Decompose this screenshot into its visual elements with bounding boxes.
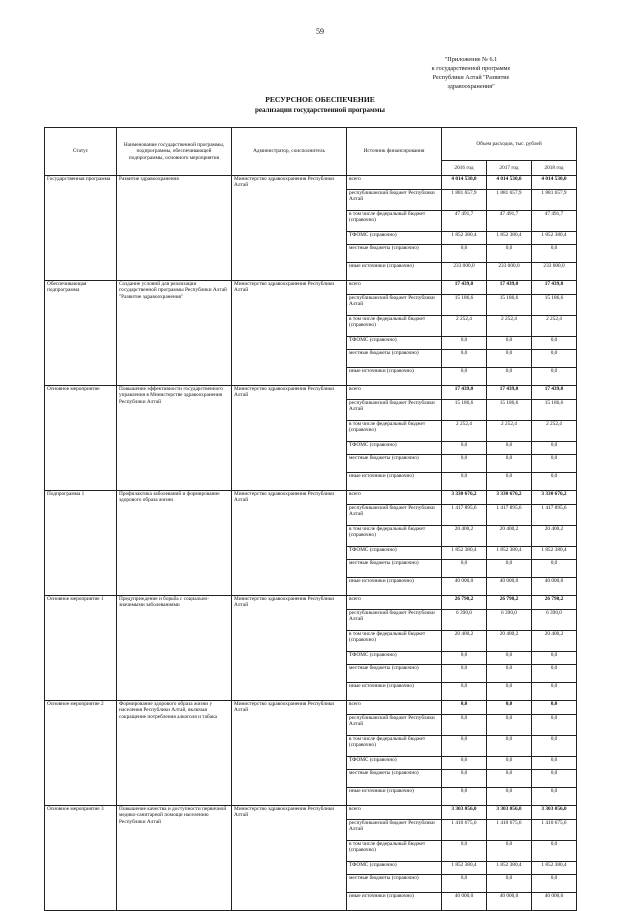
cell-source: в том числе федеральный бюджет (справочно) bbox=[347, 631, 442, 652]
cell-value-2017: 0,0 bbox=[487, 683, 532, 701]
cell-value-2018: 1 881 657,9 bbox=[532, 190, 577, 211]
cell-source: местные бюджеты (справочно) bbox=[347, 560, 442, 578]
cell-value-2017: 20 400,2 bbox=[487, 526, 532, 547]
cell-value-2016: 4 014 530,0 bbox=[442, 176, 487, 190]
cell-source: иные источники (справочно) bbox=[347, 368, 442, 386]
cell-value-2018: 26 790,2 bbox=[532, 596, 577, 610]
cell-value-2016: 0,0 bbox=[442, 701, 487, 715]
header-year-2017: 2017 год bbox=[487, 161, 532, 176]
cell-value-2016: 0,0 bbox=[442, 841, 487, 862]
cell-source: местные бюджеты (справочно) bbox=[347, 455, 442, 473]
header-name: Наименование государственной программы, подпрограммы, обеспечивающей подпрограммы, основного мероприятия bbox=[117, 128, 232, 176]
cell-value-2018: 3 303 056,0 bbox=[532, 806, 577, 820]
cell-value-2016: 2 252,4 bbox=[442, 316, 487, 337]
cell-value-2018: 4 014 530,0 bbox=[532, 176, 577, 190]
cell-source: республиканский бюджет Республики Алтай bbox=[347, 610, 442, 631]
cell-value-2018: 0,0 bbox=[532, 736, 577, 757]
cell-value-2017: 0,0 bbox=[487, 736, 532, 757]
document-title: РЕСУРСНОЕ ОБЕСПЕЧЕНИЕ bbox=[265, 95, 375, 104]
header-status: Статус bbox=[45, 128, 117, 176]
cell-value-2016: 0,0 bbox=[442, 683, 487, 701]
cell-value-2016: 0,0 bbox=[442, 736, 487, 757]
cell-value-2016: 0,0 bbox=[442, 337, 487, 350]
cell-value-2017: 15 186,6 bbox=[487, 295, 532, 316]
cell-value-2016: 0,0 bbox=[442, 368, 487, 386]
cell-status: Обеспечивающая подпрограмма bbox=[45, 281, 117, 386]
cell-value-2018: 0,0 bbox=[532, 770, 577, 788]
cell-value-2018: 15 186,6 bbox=[532, 400, 577, 421]
resource-table bbox=[44, 127, 577, 911]
cell-value-2018: 0,0 bbox=[532, 473, 577, 491]
cell-source: в том числе федеральный бюджет (справочно) bbox=[347, 211, 442, 232]
cell-source: местные бюджеты (справочно) bbox=[347, 665, 442, 683]
cell-value-2016: 0,0 bbox=[442, 350, 487, 368]
cell-admin: Министерство здравоохранения Республики Алтай bbox=[232, 806, 347, 911]
cell-value-2018: 0,0 bbox=[532, 875, 577, 893]
cell-name: Развитие здравоохранения bbox=[117, 176, 232, 281]
document-subtitle: реализации государственной программы bbox=[255, 106, 385, 114]
cell-status: Подпрограмма 1 bbox=[45, 491, 117, 596]
cell-status: Основное мероприятие 1 bbox=[45, 596, 117, 701]
cell-value-2018: 0,0 bbox=[532, 757, 577, 770]
cell-value-2018: 0,0 bbox=[532, 245, 577, 263]
cell-value-2018: 0,0 bbox=[532, 337, 577, 350]
cell-value-2017: 17 439,0 bbox=[487, 386, 532, 400]
cell-value-2016: 47 491,7 bbox=[442, 211, 487, 232]
cell-value-2017: 40 000,0 bbox=[487, 578, 532, 596]
cell-value-2018: 0,0 bbox=[532, 841, 577, 862]
cell-value-2016: 0,0 bbox=[442, 715, 487, 736]
cell-value-2016: 1 852 380,4 bbox=[442, 862, 487, 875]
cell-value-2017: 0,0 bbox=[487, 715, 532, 736]
cell-value-2016: 0,0 bbox=[442, 757, 487, 770]
cell-value-2016: 40 000,0 bbox=[442, 578, 487, 596]
cell-value-2016: 0,0 bbox=[442, 875, 487, 893]
table-row bbox=[45, 176, 577, 190]
cell-source: республиканский бюджет Республики Алтай bbox=[347, 505, 442, 526]
cell-value-2016: 17 439,0 bbox=[442, 386, 487, 400]
cell-source: иные источники (справочно) bbox=[347, 263, 442, 281]
cell-value-2016: 1 852 380,4 bbox=[442, 232, 487, 245]
cell-value-2018: 15 186,6 bbox=[532, 295, 577, 316]
cell-source: республиканский бюджет Республики Алтай bbox=[347, 400, 442, 421]
cell-value-2018: 20 400,2 bbox=[532, 526, 577, 547]
cell-source: местные бюджеты (справочно) bbox=[347, 875, 442, 893]
cell-value-2017: 233 000,0 bbox=[487, 263, 532, 281]
cell-source: в том числе федеральный бюджет (справочно) bbox=[347, 526, 442, 547]
cell-name: Создание условий для реализации государственной программы Республики Алтай "Развитие здравоохранения" bbox=[117, 281, 232, 386]
cell-value-2017: 0,0 bbox=[487, 665, 532, 683]
header-admin: Администратор, соисполнитель bbox=[232, 128, 347, 176]
cell-value-2018: 40 000,0 bbox=[532, 893, 577, 911]
cell-source: в том числе федеральный бюджет (справочно) bbox=[347, 736, 442, 757]
table-row bbox=[45, 806, 577, 820]
cell-value-2017: 6 390,0 bbox=[487, 610, 532, 631]
cell-value-2017: 26 790,2 bbox=[487, 596, 532, 610]
cell-status: Основное мероприятие bbox=[45, 386, 117, 491]
cell-value-2017: 0,0 bbox=[487, 337, 532, 350]
cell-source: ТФОМС (справочно) bbox=[347, 232, 442, 245]
cell-value-2018: 0,0 bbox=[532, 683, 577, 701]
appendix-note bbox=[396, 55, 546, 91]
cell-value-2016: 6 390,0 bbox=[442, 610, 487, 631]
cell-value-2016: 26 790,2 bbox=[442, 596, 487, 610]
cell-source: в том числе федеральный бюджет (справочно) bbox=[347, 316, 442, 337]
page-number: 59 bbox=[316, 27, 324, 36]
cell-source: ТФОМС (справочно) bbox=[347, 547, 442, 560]
cell-source: иные источники (справочно) bbox=[347, 473, 442, 491]
cell-value-2016: 3 330 676,2 bbox=[442, 491, 487, 505]
cell-value-2017: 17 439,0 bbox=[487, 281, 532, 295]
table-row bbox=[45, 596, 577, 610]
appendix-line: Республики Алтай "Развитие bbox=[432, 74, 510, 81]
cell-value-2018: 40 000,0 bbox=[532, 578, 577, 596]
header-year-2016: 2016 год bbox=[442, 161, 487, 176]
cell-source: местные бюджеты (справочно) bbox=[347, 245, 442, 263]
cell-value-2018: 0,0 bbox=[532, 665, 577, 683]
cell-value-2017: 1 881 657,9 bbox=[487, 190, 532, 211]
cell-source: всего bbox=[347, 281, 442, 295]
cell-source: всего bbox=[347, 176, 442, 190]
cell-value-2018: 1 417 895,6 bbox=[532, 505, 577, 526]
cell-source: ТФОМС (справочно) bbox=[347, 862, 442, 875]
cell-name: Повышение качества и доступности первичной медико-санитарной помощи населению Республики Алтай bbox=[117, 806, 232, 911]
cell-source: в том числе федеральный бюджет (справочно) bbox=[347, 421, 442, 442]
cell-value-2016: 0,0 bbox=[442, 560, 487, 578]
cell-source: республиканский бюджет Республики Алтай bbox=[347, 190, 442, 211]
cell-value-2017: 0,0 bbox=[487, 350, 532, 368]
cell-value-2018: 0,0 bbox=[532, 652, 577, 665]
cell-value-2017: 1 417 895,6 bbox=[487, 505, 532, 526]
cell-value-2017: 0,0 bbox=[487, 473, 532, 491]
cell-value-2016: 1 417 895,6 bbox=[442, 505, 487, 526]
cell-admin: Министерство здравоохранения Республики Алтай bbox=[232, 176, 347, 281]
cell-value-2018: 233 000,0 bbox=[532, 263, 577, 281]
header-year-2018: 2018 год bbox=[532, 161, 577, 176]
cell-status: Основное мероприятие 3 bbox=[45, 806, 117, 911]
cell-value-2018: 3 330 676,2 bbox=[532, 491, 577, 505]
cell-source: всего bbox=[347, 491, 442, 505]
cell-value-2017: 0,0 bbox=[487, 875, 532, 893]
cell-source: ТФОМС (справочно) bbox=[347, 757, 442, 770]
cell-source: республиканский бюджет Республики Алтай bbox=[347, 715, 442, 736]
cell-value-2016: 20 400,2 bbox=[442, 526, 487, 547]
cell-value-2016: 3 303 056,0 bbox=[442, 806, 487, 820]
cell-value-2017: 3 330 676,2 bbox=[487, 491, 532, 505]
cell-name: Профилактика заболеваний и формирование здорового образа жизни bbox=[117, 491, 232, 596]
cell-value-2018: 1 852 380,4 bbox=[532, 862, 577, 875]
cell-value-2016: 40 000,0 bbox=[442, 893, 487, 911]
cell-source: всего bbox=[347, 596, 442, 610]
cell-value-2017: 0,0 bbox=[487, 560, 532, 578]
cell-source: всего bbox=[347, 701, 442, 715]
cell-value-2016: 0,0 bbox=[442, 665, 487, 683]
cell-value-2017: 47 491,7 bbox=[487, 211, 532, 232]
cell-value-2016: 0,0 bbox=[442, 245, 487, 263]
cell-value-2016: 1 852 380,4 bbox=[442, 547, 487, 560]
cell-value-2017: 0,0 bbox=[487, 770, 532, 788]
cell-source: местные бюджеты (справочно) bbox=[347, 770, 442, 788]
cell-source: ТФОМС (справочно) bbox=[347, 337, 442, 350]
cell-value-2017: 0,0 bbox=[487, 788, 532, 806]
cell-admin: Министерство здравоохранения Республики Алтай bbox=[232, 386, 347, 491]
cell-value-2017: 0,0 bbox=[487, 442, 532, 455]
cell-value-2016: 0,0 bbox=[442, 442, 487, 455]
cell-value-2017: 15 186,6 bbox=[487, 400, 532, 421]
cell-value-2017: 0,0 bbox=[487, 368, 532, 386]
cell-value-2017: 3 303 056,0 bbox=[487, 806, 532, 820]
cell-source: иные источники (справочно) bbox=[347, 683, 442, 701]
cell-value-2016: 0,0 bbox=[442, 770, 487, 788]
appendix-line: к государственной программе bbox=[431, 65, 511, 72]
cell-value-2016: 20 400,2 bbox=[442, 631, 487, 652]
cell-value-2017: 40 000,0 bbox=[487, 893, 532, 911]
cell-value-2017: 0,0 bbox=[487, 841, 532, 862]
cell-value-2018: 17 439,0 bbox=[532, 281, 577, 295]
cell-value-2016: 0,0 bbox=[442, 788, 487, 806]
table-body bbox=[45, 176, 577, 911]
cell-value-2018: 0,0 bbox=[532, 368, 577, 386]
cell-value-2017: 1 410 675,6 bbox=[487, 820, 532, 841]
cell-value-2017: 1 852 380,4 bbox=[487, 547, 532, 560]
cell-source: республиканский бюджет Республики Алтай bbox=[347, 820, 442, 841]
cell-source: в том числе федеральный бюджет (справочно) bbox=[347, 841, 442, 862]
cell-admin: Министерство здравоохранения Республики Алтай bbox=[232, 491, 347, 596]
cell-value-2017: 1 852 380,4 bbox=[487, 862, 532, 875]
appendix-line: "Приложение № 6.1 bbox=[444, 56, 498, 63]
cell-source: местные бюджеты (справочно) bbox=[347, 350, 442, 368]
cell-value-2017: 0,0 bbox=[487, 701, 532, 715]
cell-value-2018: 0,0 bbox=[532, 715, 577, 736]
cell-value-2018: 1 410 675,6 bbox=[532, 820, 577, 841]
table-row bbox=[45, 386, 577, 400]
cell-value-2018: 2 252,4 bbox=[532, 316, 577, 337]
cell-value-2017: 1 852 380,4 bbox=[487, 232, 532, 245]
table-row bbox=[45, 281, 577, 295]
cell-value-2017: 0,0 bbox=[487, 652, 532, 665]
cell-source: иные источники (справочно) bbox=[347, 578, 442, 596]
cell-source: иные источники (справочно) bbox=[347, 788, 442, 806]
cell-value-2018: 17 439,0 bbox=[532, 386, 577, 400]
cell-value-2016: 1 410 675,6 bbox=[442, 820, 487, 841]
cell-source: ТФОМС (справочно) bbox=[347, 652, 442, 665]
cell-value-2017: 4 014 530,0 bbox=[487, 176, 532, 190]
cell-status: Основное мероприятие 2 bbox=[45, 701, 117, 806]
cell-value-2017: 0,0 bbox=[487, 245, 532, 263]
cell-value-2017: 0,0 bbox=[487, 455, 532, 473]
cell-admin: Министерство здравоохранения Республики Алтай bbox=[232, 281, 347, 386]
cell-value-2017: 0,0 bbox=[487, 757, 532, 770]
cell-source: всего bbox=[347, 386, 442, 400]
cell-source: всего bbox=[347, 806, 442, 820]
cell-source: иные источники (справочно) bbox=[347, 893, 442, 911]
cell-value-2018: 0,0 bbox=[532, 350, 577, 368]
cell-value-2018: 1 852 380,4 bbox=[532, 547, 577, 560]
cell-value-2018: 6 390,0 bbox=[532, 610, 577, 631]
header-source: Источник финансирования bbox=[347, 128, 442, 176]
cell-value-2016: 0,0 bbox=[442, 473, 487, 491]
cell-value-2018: 0,0 bbox=[532, 442, 577, 455]
table-row bbox=[45, 701, 577, 715]
cell-status: Государственная программа bbox=[45, 176, 117, 281]
cell-value-2016: 17 439,0 bbox=[442, 281, 487, 295]
cell-value-2016: 1 881 657,9 bbox=[442, 190, 487, 211]
cell-value-2018: 0,0 bbox=[532, 788, 577, 806]
header-volume: Объем расходов, тыс. рублей bbox=[442, 128, 577, 161]
cell-value-2018: 0,0 bbox=[532, 560, 577, 578]
cell-source: ТФОМС (справочно) bbox=[347, 442, 442, 455]
cell-source: республиканский бюджет Республики Алтай bbox=[347, 295, 442, 316]
cell-value-2017: 20 400,2 bbox=[487, 631, 532, 652]
cell-value-2016: 0,0 bbox=[442, 455, 487, 473]
cell-value-2018: 47 491,7 bbox=[532, 211, 577, 232]
cell-admin: Министерство здравоохранения Республики Алтай bbox=[232, 596, 347, 701]
cell-value-2016: 15 186,6 bbox=[442, 400, 487, 421]
cell-value-2018: 20 400,2 bbox=[532, 631, 577, 652]
cell-admin: Министерство здравоохранения Республики Алтай bbox=[232, 701, 347, 806]
table-row bbox=[45, 491, 577, 505]
cell-value-2018: 2 252,4 bbox=[532, 421, 577, 442]
cell-value-2016: 233 000,0 bbox=[442, 263, 487, 281]
cell-value-2018: 0,0 bbox=[532, 701, 577, 715]
cell-value-2017: 2 252,4 bbox=[487, 316, 532, 337]
appendix-line: здравоохранения" bbox=[447, 83, 495, 90]
cell-name: Предупреждение и борьба с социально-значимыми заболеваниями bbox=[117, 596, 232, 701]
cell-name: Формирование здорового образа жизни у населения Республики Алтай, включая сокращение потребления алкоголя и табака bbox=[117, 701, 232, 806]
cell-name: Повышение эффективности государственного управления в Министерстве здравоохранения Республики Алтай bbox=[117, 386, 232, 491]
cell-value-2017: 2 252,4 bbox=[487, 421, 532, 442]
cell-value-2016: 0,0 bbox=[442, 652, 487, 665]
cell-value-2018: 0,0 bbox=[532, 455, 577, 473]
cell-value-2016: 2 252,4 bbox=[442, 421, 487, 442]
cell-value-2018: 1 852 380,4 bbox=[532, 232, 577, 245]
cell-value-2016: 15 186,6 bbox=[442, 295, 487, 316]
